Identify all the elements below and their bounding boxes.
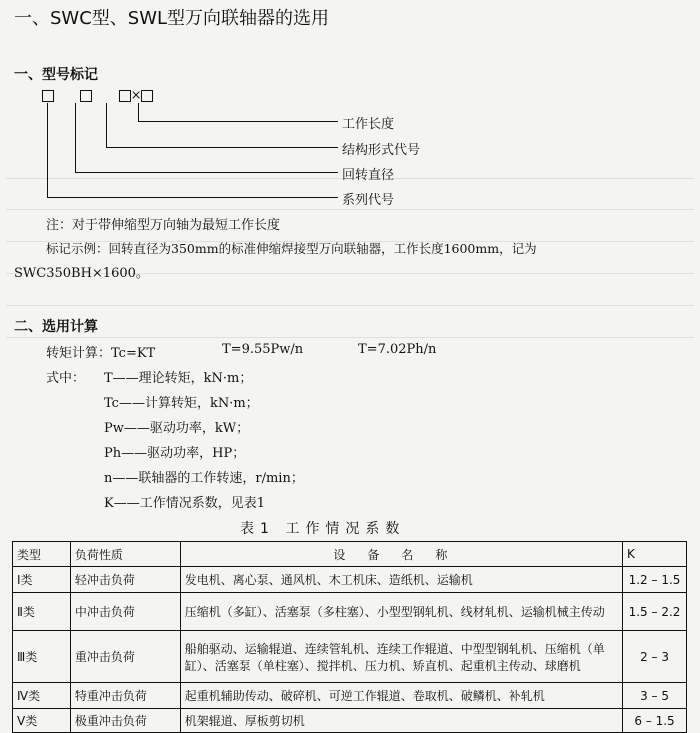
leader-vert-series <box>47 103 48 197</box>
model-code-boxes <box>42 88 153 103</box>
cell-load: 极重冲击负荷 <box>70 709 180 733</box>
def-pw: Pw——驱动功率，kW； <box>104 421 250 436</box>
cell-load: 轻冲击负荷 <box>70 567 180 593</box>
cell-equipment: 船舶驱动、运输辊道、连续管轧机、连续工作辊道、中型型钢轧机、压缩机（单缸）、活塞泵（单柱塞）、搅拌机、压力机、矫直机、起重机主传动、球磨机 <box>180 631 622 683</box>
cell-k: 6 – 1.5 <box>623 709 687 733</box>
code-box-structure <box>119 90 131 102</box>
leader-horiz-structure <box>106 147 338 148</box>
note-text: 注：对于带伸缩型万向轴为最短工作长度 <box>46 218 281 233</box>
leader-vert-diameter <box>75 103 76 172</box>
code-box-diameter <box>80 90 92 102</box>
table-row <box>13 567 687 593</box>
section-heading-model: 一、型号标记 <box>14 67 98 83</box>
page-title: 一、SWC型、SWL型万向联轴器的选用 <box>14 8 330 29</box>
table-row <box>13 709 687 733</box>
where-label: 式中： <box>46 371 86 386</box>
label-working-length: 工作长度 <box>342 117 395 132</box>
work-condition-table <box>12 541 687 733</box>
cell-equipment: 机架辊道、厚板剪切机 <box>180 709 622 733</box>
cell-load: 重冲击负荷 <box>70 631 180 683</box>
cell-type: Ⅱ类 <box>13 593 71 631</box>
table-row <box>13 593 687 631</box>
cell-equipment: 起重机辅助传动、破碎机、可逆工作辊道、卷取机、破鳞机、补轧机 <box>180 683 622 709</box>
formula-torque: 转矩计算：Tc=KT <box>46 346 156 361</box>
header-equipment: 设备名称 <box>180 542 622 567</box>
def-n: n——联轴器的工作转速，r/min； <box>104 471 304 486</box>
cell-type: Ⅲ类 <box>13 631 71 683</box>
code-box-length <box>141 90 153 102</box>
cell-load: 中冲击负荷 <box>70 593 180 631</box>
times-sign: × <box>130 88 142 103</box>
header-load: 负荷性质 <box>70 542 180 567</box>
label-structure-code: 结构形式代号 <box>342 143 421 158</box>
leader-horiz-series <box>47 197 338 198</box>
def-k: K——工作情况系数，见表1 <box>104 496 265 511</box>
header-k: K <box>623 542 687 567</box>
formula-pw: T=9.55Pw/n <box>222 342 304 357</box>
code-box-series <box>42 90 54 102</box>
cell-type: Ⅰ类 <box>13 567 71 593</box>
table-row <box>13 631 687 683</box>
example-text-line1: 标记示例：回转直径为350mm的标准伸缩焊接型万向联轴器，工作长度1600mm，记为 <box>46 241 537 256</box>
leader-horiz-length <box>138 121 338 122</box>
label-series-code: 系列代号 <box>342 193 395 208</box>
cell-equipment: 压缩机（多缸）、活塞泵（多柱塞）、小型型钢轧机、线材轧机、运输机械主传动 <box>180 593 622 631</box>
def-ph: Ph——驱动功率，HP； <box>104 446 246 461</box>
label-rotation-diameter: 回转直径 <box>342 168 395 183</box>
formula-ph: T=7.02Ph/n <box>358 342 437 357</box>
def-tc: Tc——计算转矩，kN·m； <box>104 396 259 411</box>
cell-type: Ⅳ类 <box>13 683 71 709</box>
table-row <box>13 683 687 709</box>
table-caption: 表1 工作情况系数 <box>240 521 406 537</box>
example-text-line2: SWC350BH×1600。 <box>14 266 149 281</box>
leader-horiz-diameter <box>75 172 338 173</box>
cell-load: 特重冲击负荷 <box>70 683 180 709</box>
cell-k: 1.5 – 2.2 <box>623 593 687 631</box>
def-t: T——理论转矩，kN·m； <box>104 371 253 386</box>
cell-type: Ⅴ类 <box>13 709 71 733</box>
cell-k: 3 – 5 <box>623 683 687 709</box>
table-header-row <box>13 542 687 567</box>
header-type: 类型 <box>13 542 71 567</box>
cell-k: 2 – 3 <box>623 631 687 683</box>
leader-vert-structure <box>106 103 107 147</box>
cell-k: 1.2 – 1.5 <box>623 567 687 593</box>
cell-equipment: 发电机、离心泵、通风机、木工机床、造纸机、运输机 <box>180 567 622 593</box>
section-heading-calc: 二、选用计算 <box>14 319 98 335</box>
leader-vert-length <box>138 103 139 121</box>
